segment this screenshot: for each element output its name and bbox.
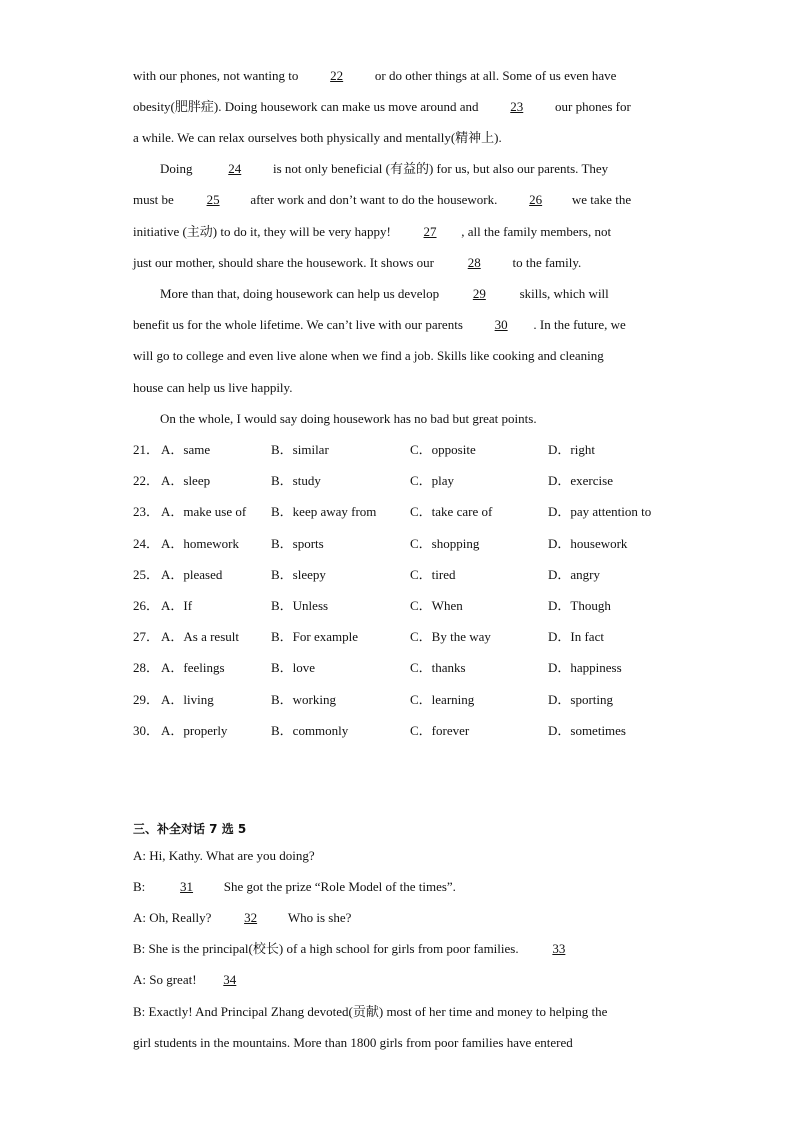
blank-26[interactable]: 26 (529, 192, 543, 207)
option-c[interactable]: C．When (410, 598, 463, 613)
blank-22[interactable]: 22 (330, 68, 344, 83)
option-a[interactable]: A．homework (161, 536, 239, 551)
blank-33[interactable]: 33 (552, 941, 566, 956)
question-29 (133, 692, 673, 708)
option-d[interactable]: D．pay attention to (548, 504, 652, 519)
option-d[interactable]: D．In fact (548, 629, 604, 644)
section-heading: 三、补全对话 7 选 5 (133, 822, 247, 836)
option-a[interactable]: A．If (161, 598, 193, 613)
option-a[interactable]: A．same (161, 442, 211, 457)
blank-25[interactable]: 25 (206, 192, 220, 207)
option-d[interactable]: D．exercise (548, 473, 613, 488)
text: a while. We can relax ourselves both physically and mentally(精神上). (133, 130, 502, 145)
question-23 (133, 504, 673, 520)
text: to the family. (512, 255, 582, 270)
option-a[interactable]: A．properly (161, 723, 228, 738)
text: A: So great! (133, 972, 197, 987)
passage-line-5 (133, 192, 661, 208)
text: Doing (160, 161, 193, 176)
text: skills, which will (519, 286, 609, 301)
text: B: She is the principal(校长) of a high school for girls from poor families. (133, 941, 519, 956)
option-c[interactable]: C．By the way (410, 629, 491, 644)
option-d[interactable]: D．happiness (548, 660, 622, 675)
passage-line-2 (133, 99, 661, 115)
dialog-line-5 (133, 972, 661, 988)
question-number: 22． (133, 473, 160, 488)
question-number: 26． (133, 598, 160, 613)
text: benefit us for the whole lifetime. We can’t live with our parents (133, 317, 463, 332)
text: Who is she? (287, 910, 352, 925)
option-b[interactable]: B．sleepy (271, 567, 326, 582)
question-number: 29． (133, 692, 160, 707)
option-c[interactable]: C．take care of (410, 504, 493, 519)
question-number: 28． (133, 660, 160, 675)
option-c[interactable]: C．opposite (410, 442, 476, 457)
text: with our phones, not wanting to (133, 68, 299, 83)
question-22 (133, 473, 673, 489)
text: B: Exactly! And Principal Zhang devoted(贡献) most of her time and money to helping the (133, 1004, 608, 1019)
passage-line-3 (133, 130, 661, 146)
text: must be (133, 192, 174, 207)
text: B: (133, 879, 146, 894)
text: On the whole, I would say doing housework has no bad but great points. (160, 411, 537, 426)
question-24 (133, 536, 673, 552)
option-b[interactable]: B．sports (271, 536, 324, 551)
option-c[interactable]: C．learning (410, 692, 475, 707)
passage-line-7 (133, 255, 661, 271)
blank-34[interactable]: 34 (223, 972, 237, 987)
option-d[interactable]: D．sporting (548, 692, 614, 707)
question-number: 23． (133, 504, 160, 519)
question-30 (133, 723, 673, 739)
text: after work and don’t want to do the housework. (250, 192, 498, 207)
option-b[interactable]: B．love (271, 660, 316, 675)
question-26 (133, 598, 673, 614)
option-a[interactable]: A．living (161, 692, 214, 707)
blank-32[interactable]: 32 (244, 910, 258, 925)
dialog-line-1 (133, 848, 661, 864)
passage-line-6 (133, 224, 661, 240)
question-21 (133, 442, 673, 458)
option-d[interactable]: D．housework (548, 536, 628, 551)
blank-27[interactable]: 27 (423, 224, 437, 239)
option-a[interactable]: A．feelings (161, 660, 225, 675)
passage-line-8 (160, 286, 661, 302)
dialog-line-4 (133, 941, 661, 957)
option-b[interactable]: B．working (271, 692, 337, 707)
text: girl students in the mountains. More than 1800 girls from poor families have entered (133, 1035, 573, 1050)
question-25 (133, 567, 673, 583)
text: just our mother, should share the housework. It shows our (133, 255, 434, 270)
option-d[interactable]: D．Though (548, 598, 611, 613)
option-d[interactable]: D．right (548, 442, 595, 457)
option-d[interactable]: D．sometimes (548, 723, 626, 738)
text: A: Oh, Really? (133, 910, 212, 925)
question-28 (133, 660, 673, 676)
passage-line-1 (133, 68, 661, 84)
blank-30[interactable]: 30 (494, 317, 508, 332)
option-a[interactable]: A．sleep (161, 473, 211, 488)
option-b[interactable]: B．keep away from (271, 504, 377, 519)
dialog-line-2 (133, 879, 661, 895)
option-c[interactable]: C．tired (410, 567, 456, 582)
text: . In the future, we (533, 317, 626, 332)
passage-line-12 (160, 411, 661, 427)
text: initiative (主动) to do it, they will be very happy! (133, 224, 391, 239)
text: She got the prize “Role Model of the times”. (223, 879, 456, 894)
question-27 (133, 629, 673, 645)
option-c[interactable]: C．shopping (410, 536, 480, 551)
option-a[interactable]: A．pleased (161, 567, 223, 582)
question-number: 21． (133, 442, 160, 457)
passage-line-9 (133, 317, 661, 333)
blank-23[interactable]: 23 (510, 99, 524, 114)
option-d[interactable]: D．angry (548, 567, 600, 582)
option-a[interactable]: A．As a result (161, 629, 239, 644)
dialog-line-7 (133, 1035, 661, 1051)
text: will go to college and even live alone when we find a job. Skills like cooking and cleaning (133, 348, 604, 363)
dialog-line-6 (133, 1004, 661, 1020)
dialog-line-3 (133, 910, 661, 926)
passage-line-4 (160, 161, 661, 177)
text: , all the family members, not (461, 224, 612, 239)
blank-28[interactable]: 28 (467, 255, 481, 270)
blank-24[interactable]: 24 (228, 161, 242, 176)
option-c[interactable]: C．play (410, 473, 455, 488)
question-number: 24． (133, 536, 160, 551)
question-number: 27． (133, 629, 160, 644)
option-b[interactable]: B．commonly (271, 723, 349, 738)
option-c[interactable]: C．thanks (410, 660, 466, 675)
option-b[interactable]: B．For example (271, 629, 359, 644)
option-b[interactable]: B．study (271, 473, 321, 488)
text: More than that, doing housework can help us develop (160, 286, 440, 301)
text: or do other things at all. Some of us even have (374, 68, 617, 83)
option-b[interactable]: B．Unless (271, 598, 329, 613)
text: obesity(肥胖症). Doing housework can make us move around and (133, 99, 479, 114)
option-b[interactable]: B．similar (271, 442, 329, 457)
passage-line-10 (133, 348, 661, 364)
text: is not only beneficial (有益的) for us, but also our parents. They (273, 161, 609, 176)
question-number: 25． (133, 567, 160, 582)
text: our phones for (555, 99, 631, 114)
text: A: Hi, Kathy. What are you doing? (133, 848, 315, 863)
option-a[interactable]: A．make use of (161, 504, 247, 519)
text: house can help us live happily. (133, 380, 293, 395)
question-number: 30． (133, 723, 160, 738)
blank-29[interactable]: 29 (472, 286, 486, 301)
blank-31[interactable]: 31 (180, 879, 194, 894)
option-c[interactable]: C．forever (410, 723, 470, 738)
text: we take the (571, 192, 632, 207)
passage-line-11 (133, 380, 661, 396)
